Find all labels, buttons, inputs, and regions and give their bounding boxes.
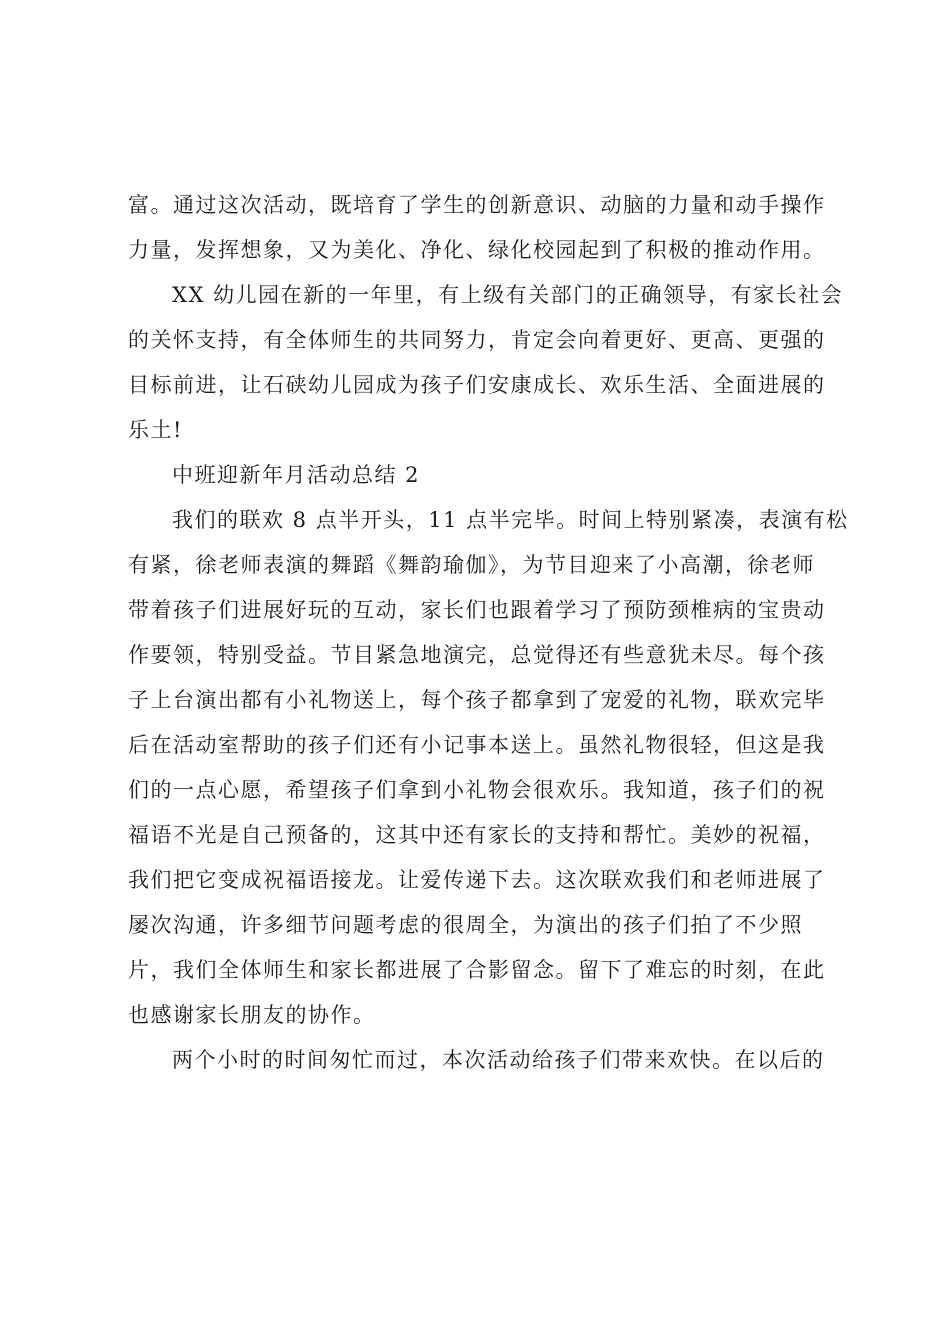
text-line: 子上台演出都有小礼物送上，每个孩子都拿到了宠爱的礼物，联欢完毕 — [128, 688, 826, 712]
text-line: 力量，发挥想象，又为美化、净化、绿化校园起到了积极的推动作用。 — [128, 238, 826, 262]
text-line: 福语不光是自己预备的，这其中还有家长的支持和帮忙。美妙的祝福， — [128, 823, 826, 847]
text-line: 有紧，徐老师表演的舞蹈《舞韵瑜伽》，为节目迎来了小高潮，徐老师 — [128, 553, 815, 577]
text-line: XX 幼儿园在新的一年里，有上级有关部门的正确领导，有家长社会 — [172, 283, 844, 307]
text-line: 我们把它变成祝福语接龙。让爱传递下去。这次联欢我们和老师进展了 — [128, 868, 826, 892]
text-line: 们的一点心愿，希望孩子们拿到小礼物会很欢乐。我知道，孩子们的祝 — [128, 778, 826, 802]
text-line: 的关怀支持，有全体师生的共同努力，肯定会向着更好、更高、更强的 — [128, 328, 826, 352]
text-line: 后在活动室帮助的孩子们还有小记事本送上。虽然礼物很轻，但这是我 — [128, 733, 826, 757]
text-line: 乐土! — [128, 418, 183, 442]
text-line: 富。通过这次活动，既培育了学生的创新意识、动脑的力量和动手操作 — [128, 193, 826, 217]
text-line: 目标前进，让石硖幼儿园成为孩子们安康成长、欢乐生活、全面进展的 — [128, 373, 826, 397]
text-line: 我们的联欢 8 点半开头，11 点半完毕。时间上特别紧凑，表演有松 — [172, 508, 849, 532]
text-line: 屡次沟通，许多细节问题考虑的很周全，为演出的孩子们拍了不少照 — [128, 913, 803, 937]
text-line: 也感谢家长朋友的协作。 — [128, 1003, 376, 1027]
text-line: 片，我们全体师生和家长都进展了合影留念。留下了难忘的时刻，在此 — [128, 958, 826, 982]
text-line: 带着孩子们进展好玩的互动，家长们也跟着学习了预防颈椎病的宝贵动 — [128, 598, 826, 622]
document-body — [128, 183, 849, 1083]
section-heading: 中班迎新年月活动总结 2 — [172, 463, 421, 487]
text-line: 作要领，特别受益。节目紧急地演完，总觉得还有些意犹未尽。每个孩 — [128, 643, 826, 667]
text-line: 两个小时的时间匆忙而过，本次活动给孩子们带来欢快。在以后的 — [172, 1048, 825, 1072]
